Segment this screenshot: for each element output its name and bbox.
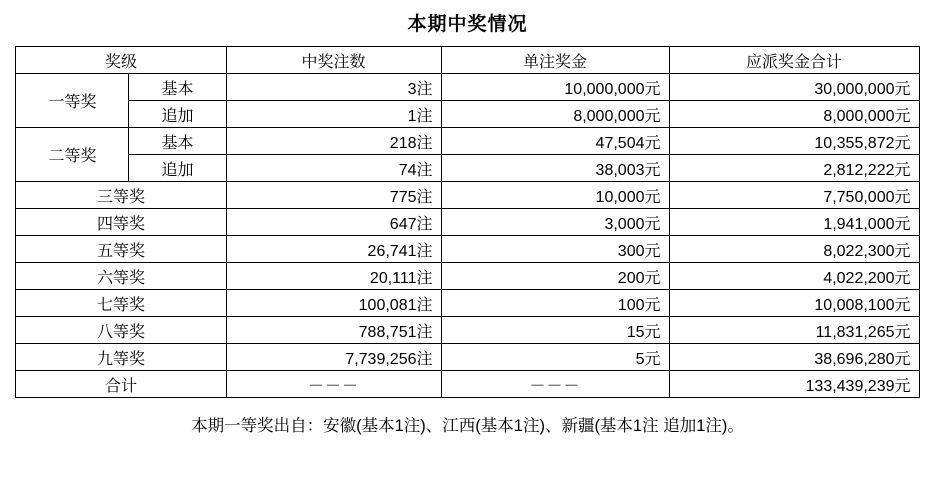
total-cell: 1,941,000元 <box>669 209 919 236</box>
header-unit-prize: 单注奖金 <box>441 47 669 74</box>
table-row <box>16 101 919 128</box>
header-count: 中奖注数 <box>226 47 441 74</box>
unit-cell: 15元 <box>441 317 669 344</box>
table-row <box>16 290 919 317</box>
table-body <box>16 74 919 398</box>
total-cell: 7,750,000元 <box>669 182 919 209</box>
unit-cell: －－－ <box>441 371 669 398</box>
count-cell: 26,741注 <box>226 236 441 263</box>
table-row <box>16 236 919 263</box>
total-cell: 8,000,000元 <box>669 101 919 128</box>
footnote: 本期一等奖出自：安徽(基本1注)、江西(基本1注)、新疆(基本1注 追加1注)。 <box>191 417 744 435</box>
sub-cell: 基本 <box>129 74 226 101</box>
level-cell: 三等奖 <box>16 182 226 209</box>
count-cell: 3注 <box>226 74 441 101</box>
prize-table <box>15 46 919 398</box>
level-cell: 四等奖 <box>16 209 226 236</box>
total-cell: 4,022,200元 <box>669 263 919 290</box>
unit-cell: 47,504元 <box>441 128 669 155</box>
count-cell: 775注 <box>226 182 441 209</box>
total-cell: 10,355,872元 <box>669 128 919 155</box>
level-cell: 七等奖 <box>16 290 226 317</box>
sub-cell: 追加 <box>129 155 226 182</box>
total-cell: 133,439,239元 <box>669 371 919 398</box>
unit-cell: 200元 <box>441 263 669 290</box>
count-cell: 788,751注 <box>226 317 441 344</box>
unit-cell: 10,000元 <box>441 182 669 209</box>
unit-cell: 100元 <box>441 290 669 317</box>
level-cell: 八等奖 <box>16 317 226 344</box>
total-cell: 10,008,100元 <box>669 290 919 317</box>
page-title: 本期中奖情况 <box>407 14 528 35</box>
count-cell: 74注 <box>226 155 441 182</box>
total-cell: 8,022,300元 <box>669 236 919 263</box>
unit-cell: 5元 <box>441 344 669 371</box>
table-header-row <box>16 47 919 74</box>
count-cell: 218注 <box>226 128 441 155</box>
unit-cell: 8,000,000元 <box>441 101 669 128</box>
table-row <box>16 182 919 209</box>
total-cell: 38,696,280元 <box>669 344 919 371</box>
table-header <box>16 47 919 74</box>
table-row <box>16 128 919 155</box>
level-cell: 六等奖 <box>16 263 226 290</box>
table-row <box>16 155 919 182</box>
total-cell: 30,000,000元 <box>669 74 919 101</box>
table-row <box>16 209 919 236</box>
count-cell: 1注 <box>226 101 441 128</box>
unit-cell: 38,003元 <box>441 155 669 182</box>
total-cell: 11,831,265元 <box>669 317 919 344</box>
level-cell: 五等奖 <box>16 236 226 263</box>
table-row <box>16 74 919 101</box>
table-row <box>16 317 919 344</box>
header-level: 奖级 <box>16 47 226 74</box>
table-row-summary <box>16 371 919 398</box>
unit-cell: 10,000,000元 <box>441 74 669 101</box>
table-row <box>16 344 919 371</box>
level-cell: 合计 <box>16 371 226 398</box>
count-cell: 20,111注 <box>226 263 441 290</box>
unit-cell: 300元 <box>441 236 669 263</box>
total-cell: 2,812,222元 <box>669 155 919 182</box>
unit-cell: 3,000元 <box>441 209 669 236</box>
count-cell: 7,739,256注 <box>226 344 441 371</box>
header-total-prize: 应派奖金合计 <box>669 47 919 74</box>
level-cell: 二等奖 <box>16 128 129 182</box>
table-row <box>16 263 919 290</box>
level-cell: 九等奖 <box>16 344 226 371</box>
count-cell: －－－ <box>226 371 441 398</box>
count-cell: 647注 <box>226 209 441 236</box>
sub-cell: 基本 <box>129 128 226 155</box>
level-cell: 一等奖 <box>16 74 129 128</box>
count-cell: 100,081注 <box>226 290 441 317</box>
sub-cell: 追加 <box>129 101 226 128</box>
